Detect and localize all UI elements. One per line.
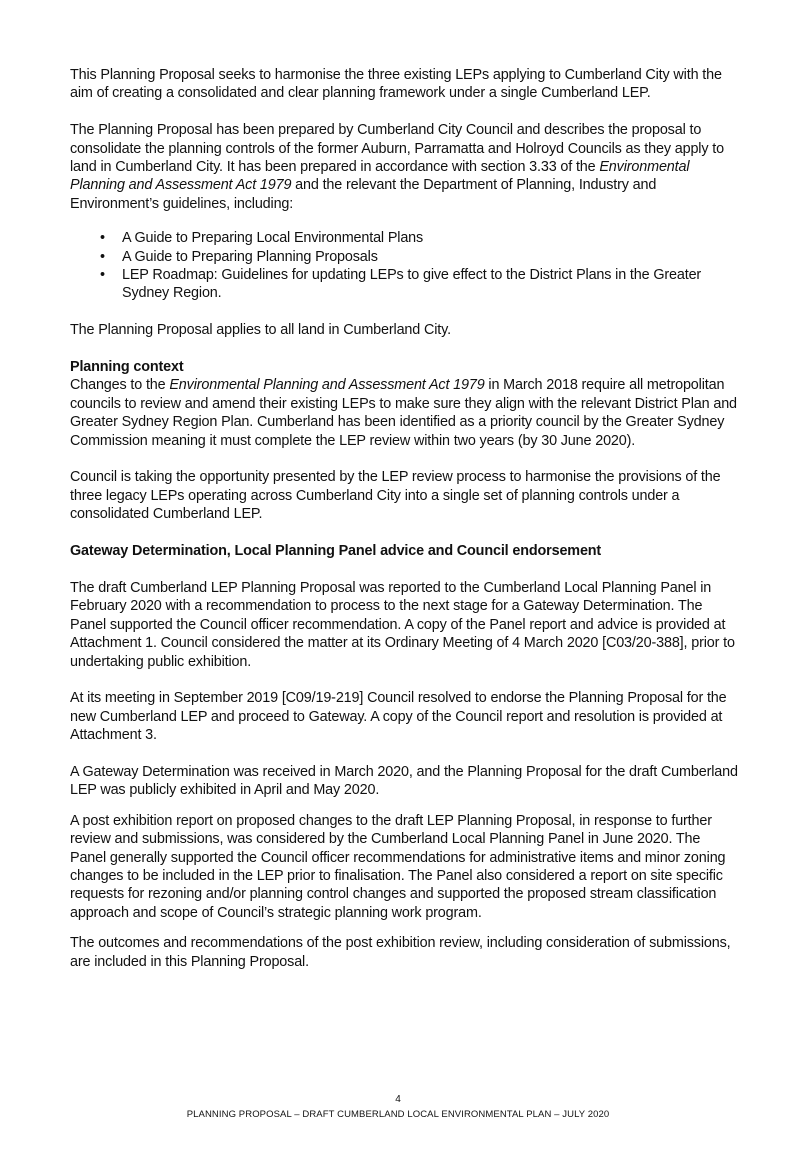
list-item: • A Guide to Preparing Local Environmental Plans — [122, 229, 740, 247]
council-opportunity-paragraph: Council is taking the opportunity presented by the LEP review process to harmonise the provisions of the three legacy LEPs operating across Cumberland City into a single set of planning controls under a consolidated Cumberland LEP. — [70, 469, 721, 523]
intro-paragraph: This Planning Proposal seeks to harmonise the three existing LEPs applying to Cumberland City with the aim of creating a consolidated and clear planning framework under a single Cumberland LEP. — [70, 67, 722, 102]
gateway-paragraph-3: A Gateway Determination was received in March 2020, and the Planning Proposal for the draft Cumberland LEP was publicly exhibited in April and May 2020. — [70, 763, 738, 799]
applies-paragraph: The Planning Proposal applies to all land in Cumberland City. — [70, 322, 451, 339]
gateway-paragraph-1: The draft Cumberland LEP Planning Proposal was reported to the Cumberland Local Planning Panel in February 2020 with a recommendation to process to the next stage for a Gateway Determination. The Panel supported the Council officer recommendation. A copy of the Panel report and advice is provided at Attachment 1. Council considered the matter at its Ordinary Meeting of 4 March 2020 [C03/20-388], prior to undertaking public exhibition. — [70, 579, 735, 670]
prepared-paragraph — [70, 121, 740, 213]
gateway-paragraph-5: The outcomes and recommendations of the post exhibition review, including consideration of submissions, are included in this Planning Proposal. — [70, 935, 731, 970]
gateway-paragraph-4: A post exhibition report on proposed changes to the draft LEP Planning Proposal, in response to further review and submissions, was considered by the Cumberland Local Planning Panel in June 2020. The Panel generally supported the Council officer recommendations for administrative items and minor zoning changes to be included in the LEP prior to finalisation. The Panel also considered a report on site specific requests for rezoning and/or planning control changes and supported the proposed stream classification approach and scope of Council’s strategic planning work program. — [70, 812, 726, 921]
document-body — [70, 66, 740, 971]
act-title: Environmental Planning and Assessment Act 1979 — [169, 377, 485, 394]
context-text-end: in March 2018 require all metropolitan councils to review and amend their existing LEPs to make sure they align with the relevant District Plan and Greater Sydney Region Plan. Cumberland has been identified as a priority council by the Greater Sydney Commission meaning it must complete the LEP review within two years (by 30 June 2020). — [70, 377, 737, 449]
running-footer: PLANNING PROPOSAL – DRAFT CUMBERLAND LOCAL ENVIRONMENTAL PLAN – JULY 2020 — [186, 1109, 610, 1120]
gateway-paragraph-2: At its meeting in September 2019 [C09/19-219] Council resolved to endorse the Planning Proposal for the new Cumberland LEP and proceed to Gateway. A copy of the Council report and resolution is provided at Attachment 3. — [70, 690, 727, 744]
prepared-text-end: and the relevant the Department of Planning, Industry and Environment’s guidelines, including: — [70, 177, 657, 212]
act-title: Environmental Planning and Assessment Act 1979 — [70, 159, 690, 194]
planning-context-heading: Planning context — [70, 359, 184, 376]
page-number: 4 — [395, 1094, 401, 1105]
planning-context-paragraph — [70, 376, 740, 450]
context-text-start: Changes to the — [70, 377, 170, 394]
prepared-text-start: The Planning Proposal has been prepared by Cumberland City Council and describes the proposal to consolidate the planning controls of the former Auburn, Parramatta and Holroyd Councils as they apply to land in Cumberland City. It has been prepared in accordance with section 3.33 of the — [70, 122, 724, 176]
gateway-heading: Gateway Determination, Local Planning Panel advice and Council endorsement — [70, 543, 602, 560]
list-item: • LEP Roadmap: Guidelines for updating LEPs to give effect to the District Plans in the Greater Sydney Region. — [122, 266, 740, 303]
list-item: • A Guide to Preparing Planning Proposals — [122, 248, 740, 266]
guidelines-list — [70, 229, 740, 303]
